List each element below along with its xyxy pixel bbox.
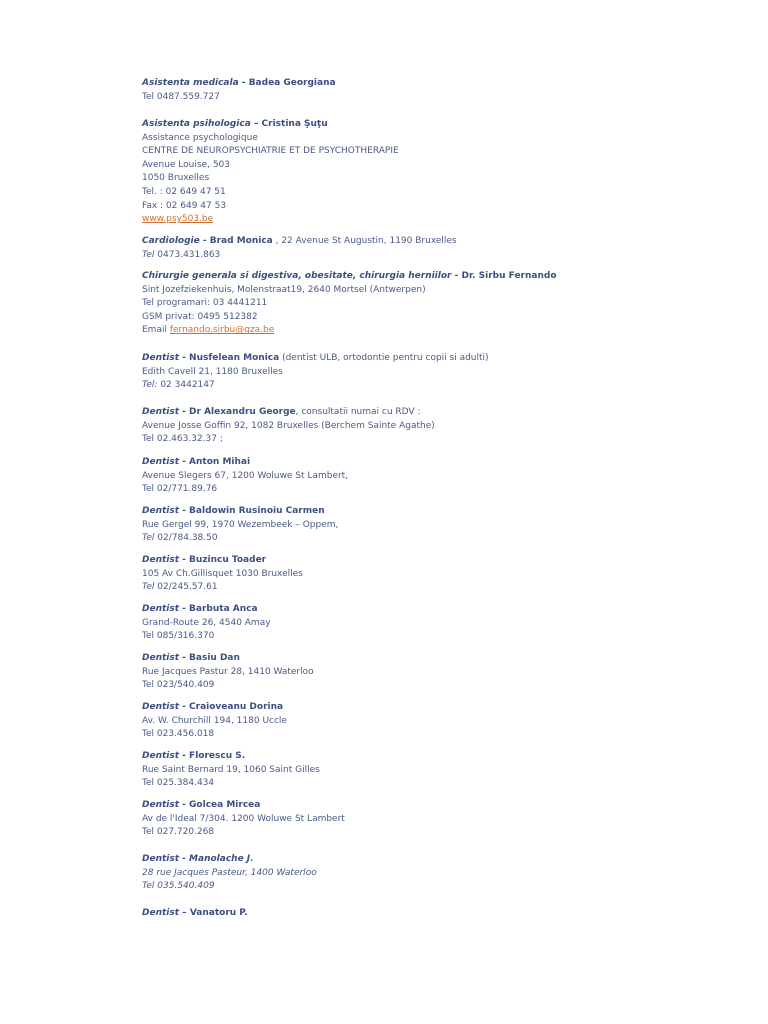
separator: - bbox=[179, 353, 190, 363]
address-line: 105 Av Ch.Gillisquet 1030 Bruxelles bbox=[142, 568, 303, 579]
category-label: Dentist bbox=[142, 702, 180, 712]
phone-line: Tel 0487.559.727 bbox=[142, 91, 220, 102]
phone-line: Tel 035.540.409 bbox=[142, 881, 215, 892]
category-label: Dentist bbox=[142, 653, 180, 663]
person-name: Basiu Dan bbox=[189, 653, 240, 663]
phone-line: Tel 023/540.409 bbox=[142, 680, 215, 691]
heading-detail: , 22 Avenue St Augustin, 1190 Bruxelles bbox=[272, 236, 457, 246]
category-label: Dentist bbox=[142, 800, 180, 810]
heading-detail: , consultatii numai cu RDV : bbox=[295, 407, 421, 417]
address-line: Edith Cavell 21, 1180 Bruxelles bbox=[142, 366, 283, 377]
person-name: Barbuta Anca bbox=[189, 604, 258, 614]
entry-cardiologie bbox=[142, 235, 702, 262]
address-line: Sint Jozefziekenhuis, Molenstraat19, 2640 Mortsel (Antwerpen) bbox=[142, 284, 426, 295]
entry-heading bbox=[142, 603, 702, 617]
phone-label: Tel: bbox=[142, 380, 158, 391]
separator: - bbox=[179, 407, 190, 417]
separator: - bbox=[179, 653, 190, 663]
category-label: Dentist bbox=[142, 908, 180, 918]
separator: – bbox=[250, 119, 262, 129]
phone-label: Tel bbox=[142, 249, 155, 260]
entry-heading bbox=[142, 406, 702, 420]
website-link[interactable]: www.psy503.be bbox=[142, 214, 214, 225]
person-name: Dr Alexandru George bbox=[189, 407, 296, 417]
category-label: Cardiologie bbox=[142, 236, 200, 246]
entry-dentist-florescu bbox=[142, 750, 702, 791]
person-name: Nusfelean Monica bbox=[189, 353, 280, 363]
phone-line: Tel programari: 03 4441211 bbox=[142, 298, 268, 309]
entry-dentist-nusfelean bbox=[142, 352, 702, 393]
entry-heading bbox=[142, 853, 702, 867]
category-label: Dentist bbox=[142, 407, 180, 417]
person-name: Buzincu Toader bbox=[189, 555, 267, 565]
entry-heading bbox=[142, 235, 702, 249]
person-name: Cristina Şuţu bbox=[261, 119, 328, 129]
entry-heading bbox=[142, 77, 702, 91]
category-label: Asistenta medicala bbox=[142, 78, 239, 88]
organization-line: CENTRE DE NEUROPSYCHIATRIE ET DE PSYCHOTHERAPIE bbox=[142, 146, 399, 157]
separator: - bbox=[179, 506, 190, 516]
entry-dentist-buzincu bbox=[142, 554, 702, 595]
separator: - bbox=[179, 702, 190, 712]
category-label: Dentist bbox=[142, 751, 180, 761]
entry-heading bbox=[142, 456, 702, 470]
address-line: 28 rue Jacques Pasteur, 1400 Waterloo bbox=[142, 867, 317, 878]
entry-heading bbox=[142, 270, 702, 284]
separator: - bbox=[179, 854, 190, 864]
separator: - bbox=[179, 800, 190, 810]
category-label: Asistenta psihologica bbox=[142, 119, 251, 129]
mobile-line: GSM privat: 0495 512382 bbox=[142, 311, 258, 322]
entry-heading bbox=[142, 701, 702, 715]
person-name: Dr. Sirbu Fernando bbox=[461, 271, 557, 281]
category-label: Dentist bbox=[142, 854, 180, 864]
entry-dentist-basiu bbox=[142, 652, 702, 693]
category-label: Dentist bbox=[142, 604, 180, 614]
separator: - bbox=[238, 78, 249, 88]
entry-asistenta-psihologica bbox=[142, 118, 702, 227]
separator: – bbox=[179, 908, 190, 918]
phone-value: 0473.431.863 bbox=[154, 249, 221, 260]
separator: - bbox=[451, 271, 462, 281]
category-label: Dentist bbox=[142, 457, 180, 467]
category-label: Chirurgie generala si digestiva, obesitate, chirurgia herniilor bbox=[142, 271, 452, 281]
entry-heading bbox=[142, 505, 702, 519]
phone-line bbox=[142, 532, 702, 546]
fax-line: Fax : 02 649 47 53 bbox=[142, 200, 227, 211]
person-name: Vanatoru P. bbox=[189, 908, 248, 918]
person-name: Golcea Mircea bbox=[189, 800, 261, 810]
email-line bbox=[142, 324, 702, 338]
category-label: Dentist bbox=[142, 555, 180, 565]
phone-value: 02/245.57.61 bbox=[154, 582, 218, 593]
entry-heading bbox=[142, 799, 702, 813]
entry-dentist-alexandru bbox=[142, 406, 702, 447]
person-name: Manolache J. bbox=[189, 854, 254, 864]
category-label: Dentist bbox=[142, 353, 180, 363]
separator: - bbox=[179, 457, 190, 467]
entry-dentist-barbuta bbox=[142, 603, 702, 644]
entry-dentist-manolache bbox=[142, 853, 702, 894]
email-label: Email bbox=[142, 325, 170, 336]
website-line bbox=[142, 213, 702, 227]
address-line: Avenue Slegers 67, 1200 Woluwe St Lambert, bbox=[142, 470, 349, 481]
separator: - bbox=[199, 236, 210, 246]
person-name: Baldowin Rusinoiu Carmen bbox=[189, 506, 325, 516]
address-line: Rue Gergel 99, 1970 Wezembeek – Oppem, bbox=[142, 519, 339, 530]
entry-heading bbox=[142, 907, 702, 921]
service-line: Assistance psychologique bbox=[142, 132, 258, 143]
person-name: Badea Georgiana bbox=[248, 78, 336, 88]
address-line: Avenue Josse Goffin 92, 1082 Bruxelles (Berchem Sainte Agathe) bbox=[142, 420, 435, 431]
phone-label: Tel bbox=[142, 582, 155, 593]
entry-asistenta-medicala bbox=[142, 77, 702, 104]
email-link[interactable]: fernando.sirbu@gza.be bbox=[169, 325, 275, 336]
separator: - bbox=[179, 751, 190, 761]
address-line: Avenue Louise, 503 bbox=[142, 159, 230, 170]
entry-heading bbox=[142, 118, 702, 132]
entry-heading bbox=[142, 554, 702, 568]
person-name: Craioveanu Dorina bbox=[189, 702, 284, 712]
entry-dentist-anton bbox=[142, 456, 702, 497]
category-label: Dentist bbox=[142, 506, 180, 516]
phone-label: Tel bbox=[142, 533, 155, 544]
phone-line bbox=[142, 249, 702, 263]
phone-line: Tel 02/771.89.76 bbox=[142, 484, 218, 495]
phone-line: Tel 027.720.268 bbox=[142, 827, 215, 838]
phone-value: 02/784.38.50 bbox=[154, 533, 218, 544]
entry-dentist-craioveanu bbox=[142, 701, 702, 742]
entry-heading bbox=[142, 652, 702, 666]
phone-value: 02 3442147 bbox=[157, 380, 215, 391]
phone-line: Tel. : 02 649 47 51 bbox=[142, 186, 226, 197]
phone-line: Tel 025.384.434 bbox=[142, 778, 215, 789]
entry-heading bbox=[142, 750, 702, 764]
address-line: Av. W. Churchill 194, 1180 Uccle bbox=[142, 715, 287, 726]
separator: - bbox=[179, 555, 190, 565]
phone-line: Tel 023.456.018 bbox=[142, 729, 215, 740]
person-name: Brad Monica bbox=[209, 236, 273, 246]
phone-line bbox=[142, 379, 702, 393]
phone-line: Tel 02.463.32.37 ; bbox=[142, 434, 223, 445]
phone-line bbox=[142, 581, 702, 595]
person-name: Florescu S. bbox=[189, 751, 246, 761]
entry-dentist-golcea bbox=[142, 799, 702, 840]
city-line: 1050 Bruxelles bbox=[142, 173, 210, 184]
person-name: Anton Mihai bbox=[189, 457, 251, 467]
entry-heading bbox=[142, 352, 702, 366]
address-line: Rue Saint Bernard 19, 1060 Saint Gilles bbox=[142, 764, 320, 775]
entry-chirurgie bbox=[142, 270, 702, 338]
address-line: Rue Jacques Pastur 28, 1410 Waterloo bbox=[142, 666, 314, 677]
heading-detail: (dentist ULB, ortodontie pentru copii si adulti) bbox=[279, 353, 489, 363]
address-line: Av de l'Ideal 7/304. 1200 Woluwe St Lambert bbox=[142, 813, 345, 824]
entry-dentist-baldowin bbox=[142, 505, 702, 546]
entry-dentist-vanatoru bbox=[142, 907, 702, 921]
separator: - bbox=[179, 604, 190, 614]
phone-line: Tel 085/316.370 bbox=[142, 631, 215, 642]
address-line: Grand-Route 26, 4540 Amay bbox=[142, 617, 271, 628]
